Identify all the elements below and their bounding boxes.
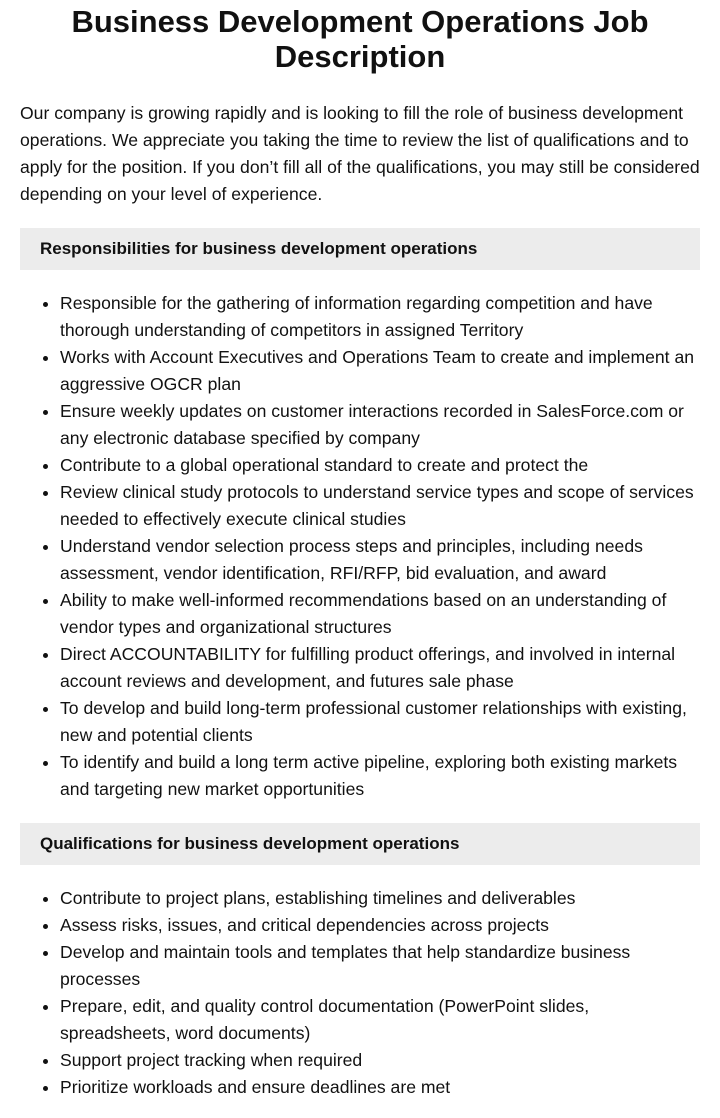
list-item: • Works with Account Executives and Operations Team to create and implement an aggressive OGCR plan bbox=[60, 344, 700, 398]
responsibilities-list bbox=[0, 290, 700, 803]
list-item: • To develop and build long-term professional customer relationships with existing, new and potential clients bbox=[60, 695, 700, 749]
responsibilities-heading: Responsibilities for business development operations bbox=[20, 228, 700, 270]
list-item: • Prioritize workloads and ensure deadlines are met bbox=[60, 1074, 700, 1101]
list-item: • Responsible for the gathering of information regarding competition and have thorough understanding of competitors in assigned Territory bbox=[60, 290, 700, 344]
list-item: • Develop and maintain tools and templates that help standardize business processes bbox=[60, 939, 700, 993]
list-item: • Understand vendor selection process steps and principles, including needs assessment, vendor identification, RFI/RFP, bid evaluation, and award bbox=[60, 533, 700, 587]
qualifications-heading: Qualifications for business development operations bbox=[20, 823, 700, 865]
qualifications-list bbox=[0, 885, 700, 1101]
intro-paragraph: Our company is growing rapidly and is looking to fill the role of business development operations. We appreciate you taking the time to review the list of qualifications and to apply for the position. If you don’t fill all of the qualifications, you may still be considered depending on your level of experience. bbox=[20, 103, 700, 204]
list-item: • Review clinical study protocols to understand service types and scope of services needed to effectively execute clinical studies bbox=[60, 479, 700, 533]
list-item: • Support project tracking when required bbox=[60, 1047, 700, 1074]
list-item: • Ability to make well-informed recommendations based on an understanding of vendor types and organizational structures bbox=[60, 587, 700, 641]
list-item: • Contribute to project plans, establishing timelines and deliverables bbox=[60, 885, 700, 912]
list-item: • Prepare, edit, and quality control documentation (PowerPoint slides, spreadsheets, word documents) bbox=[60, 993, 700, 1047]
list-item: • Direct ACCOUNTABILITY for fulfilling product offerings, and involved in internal account reviews and development, and futures sale phase bbox=[60, 641, 700, 695]
page-title: Business Development Operations Job Description bbox=[71, 4, 649, 74]
list-item: • To identify and build a long term active pipeline, exploring both existing markets and targeting new market opportunities bbox=[60, 749, 700, 803]
list-item: • Contribute to a global operational standard to create and protect the bbox=[60, 452, 700, 479]
list-item: • Ensure weekly updates on customer interactions recorded in SalesForce.com or any electronic database specified by company bbox=[60, 398, 700, 452]
list-item: • Assess risks, issues, and critical dependencies across projects bbox=[60, 912, 700, 939]
